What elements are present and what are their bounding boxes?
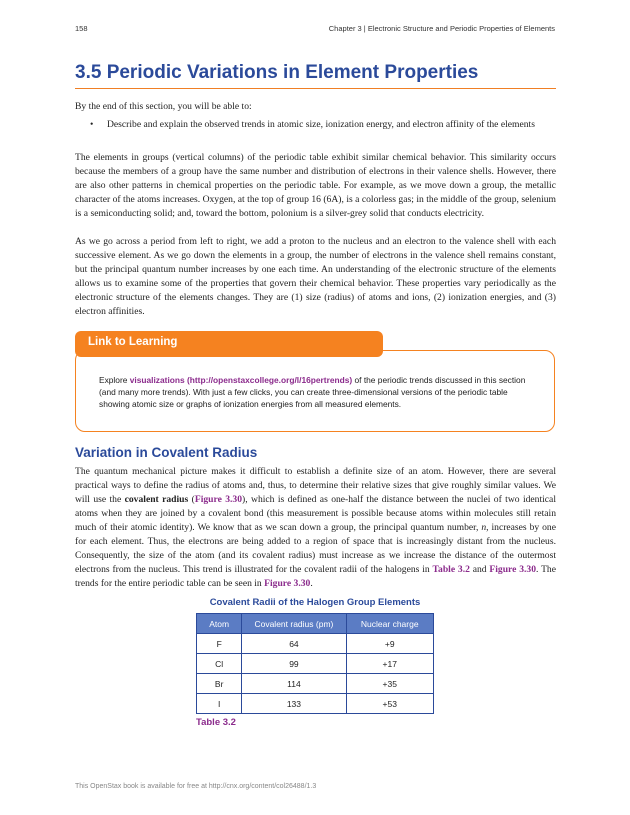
subsection-title: Variation in Covalent Radius xyxy=(75,445,258,460)
table-row xyxy=(197,654,434,674)
para-text: ( xyxy=(188,494,195,505)
column-header: Nuclear charge xyxy=(346,614,434,634)
para-text: , increases by one for each element. Thus, the electrons are being added to a region of space that is increasingly distant from the nucleus. Consequently, the size of the atom (and its covalent radius) must increase as we increase the distance of the outermost electrons from the nucleus. This trend is illustrated for the covalent radii of the halogens in xyxy=(75,522,556,575)
figure-3-30-link[interactable]: Figure 3.30 xyxy=(264,578,311,589)
table-cell: +17 xyxy=(346,654,434,674)
objective-bullet xyxy=(90,118,543,132)
column-header: Covalent radius (pm) xyxy=(242,614,346,634)
column-header: Atom xyxy=(197,614,242,634)
page-number: 158 xyxy=(75,24,88,33)
table-row xyxy=(197,694,434,714)
intro-paragraph-2: As we go across a period from left to right, we add a proton to the nucleus and an electron to the valence shell with each successive element. As we go down the elements in a group, the number of electrons in the valence shell remains constant, but the principal quantum number increases by one each time. An understanding of the electronic structure of the elements allows us to examine some of the properties that govern their chemical behavior. These properties vary periodically as the electronic structure of the elements changes. They are (1) size (radius) of atoms and ions, (2) ionization energies, and (3) electron affinities. xyxy=(75,236,556,317)
page-footer: This OpenStax book is available for free at http://cnx.org/content/col26488/1.3 xyxy=(75,783,317,790)
table-cell: 64 xyxy=(242,634,346,654)
section-title: 3.5 Periodic Variations in Element Properties xyxy=(75,62,479,83)
covalent-radius-paragraph xyxy=(75,465,556,591)
table-caption: Covalent Radii of the Halogen Group Elements xyxy=(209,597,421,608)
table-header-row xyxy=(197,614,434,634)
table-row xyxy=(197,634,434,654)
quantum-number-n: n xyxy=(481,522,487,533)
table-cell: +9 xyxy=(346,634,434,654)
table-cell: Cl xyxy=(197,654,242,674)
ltl-text-before: Explore xyxy=(99,375,130,385)
objective-text: Describe and explain the observed trends in atomic size, ionization energy, and electron affinity of the elements xyxy=(107,119,535,130)
para-text: . The trends for the entire periodic table can be seen in xyxy=(75,564,556,589)
table-cell: +35 xyxy=(346,674,434,694)
link-to-learning-text xyxy=(99,374,539,410)
objectives-intro: By the end of this section, you will be able to: xyxy=(75,101,252,112)
table-cell: 114 xyxy=(242,674,346,694)
para-text: and xyxy=(469,564,490,575)
bullet-dot-icon: • xyxy=(90,119,94,130)
table-cell: 133 xyxy=(242,694,346,714)
table-label: Table 3.2 xyxy=(196,717,236,728)
visualizations-link[interactable]: visualizations (http://openstaxcollege.org/l/16pertrends) xyxy=(129,375,353,385)
chapter-title: Chapter 3 | Electronic Structure and Periodic Properties of Elements xyxy=(328,24,555,33)
table-cell: +53 xyxy=(346,694,434,714)
ltl-text-after: of the periodic trends discussed in this section (and many more trends). With just a few clicks, you can create three-dimensional versions of the periodic table showing atomic size or graphs of ionization energies from all measured elements. xyxy=(99,375,526,409)
title-underline xyxy=(75,88,556,89)
para-text: The quantum mechanical picture makes it difficult to establish a definite size of an atom. However, there are several practical ways to define the radius of atoms and, thus, to determine their relative sizes that give roughly similar values. We will use the xyxy=(75,466,556,505)
para-text: . xyxy=(310,578,313,589)
table-cell: Br xyxy=(197,674,242,694)
halogen-radii-table xyxy=(196,613,434,714)
table-3-2-link[interactable]: Table 3.2 xyxy=(432,564,470,575)
table-cell: I xyxy=(197,694,242,714)
table-row xyxy=(197,674,434,694)
table-cell: F xyxy=(197,634,242,654)
covalent-radius-term: covalent radius xyxy=(124,494,189,505)
figure-3-30-link[interactable]: Figure 3.30 xyxy=(194,494,243,505)
figure-3-30-link[interactable]: Figure 3.30 xyxy=(489,564,537,575)
para-text: ), which is defined as one-half the distance between the nuclei of two identical atoms when they are joined by a covalent bond (this measurement is possible because atoms within molecules still retain much of their atomic identity). We know that as we scan down a group, the principal quantum number, xyxy=(75,494,556,533)
intro-paragraph-1: The elements in groups (vertical columns) of the periodic table exhibit similar chemical behavior. This similarity occurs because the members of a group have the same number and distribution of electrons in their valence shells. However, there are also other patterns in chemical properties on the periodic table. For example, as we move down a group, the metallic character of the atoms increases. Oxygen, at the top of group 16 (6A), is a colorless gas; in the middle of the group, selenium is a semiconducting solid; and, toward the bottom, polonium is a silver-grey solid that conducts electricity. xyxy=(75,152,556,219)
table-cell: 99 xyxy=(242,654,346,674)
link-to-learning-label: Link to Learning xyxy=(75,331,383,357)
